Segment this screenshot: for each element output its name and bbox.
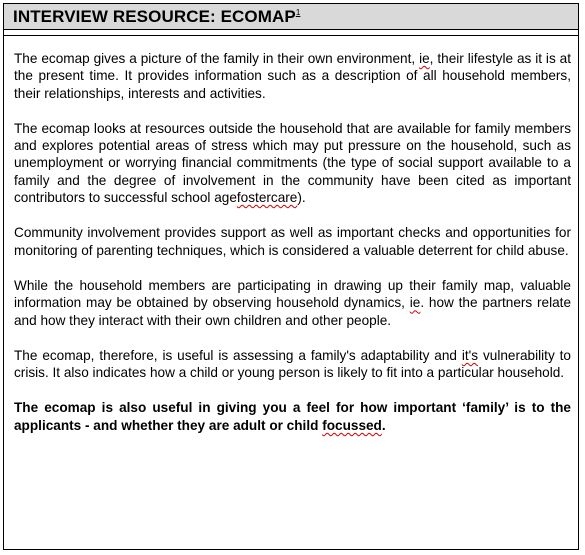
paragraph-adaptability <box>14 347 571 382</box>
text-run: The ecomap, therefore, is useful is assessing a family's adaptability and <box>14 347 462 363</box>
text-run: While the household members are participating in drawing up their family map, valuable information may be obtained by observing household dynamics, <box>14 277 571 311</box>
content-area <box>4 35 578 549</box>
spelling-flag: it's <box>461 347 479 363</box>
title-text: INTERVIEW RESOURCE: ECOMAP <box>13 7 296 26</box>
paragraph-dynamics <box>14 277 571 329</box>
text-run: The ecomap looks at resources outside the household that are available for family members and explores potential areas of stress which may put pressure on the household, such as unemployment or worrying financial commitments (the type of social support available to a family and the degree of involvement in the community have been cited as important contributors to successful school age <box>14 120 571 206</box>
paragraph-community: Community involvement provides support as well as important checks and opportunities for monitoring of parenting techniques, which is considered a valuable deterrent for child abuse. <box>14 225 571 258</box>
spelling-flag: ie <box>409 295 421 311</box>
header-bar <box>4 4 578 30</box>
text-run: , their lifestyle as it is at the present time. It provides information such as a description of all household members, their relationships, interests and activities. <box>14 51 571 101</box>
page-title <box>13 7 300 26</box>
paragraph-resources <box>14 120 571 206</box>
text-run: The ecomap gives a picture of the family in their own environment, <box>14 51 420 66</box>
text-run: . <box>381 417 386 433</box>
resource-box <box>3 3 579 550</box>
spelling-flag: ie <box>419 51 430 66</box>
spelling-flag: focussed <box>322 417 382 433</box>
spelling-flag: fostercare <box>236 190 298 206</box>
text-run: . how the partners relate and how they interact with their own children and other people. <box>14 295 572 328</box>
paragraph-intro <box>14 50 571 102</box>
text-run: vulnerability to crisis. It also indicates how a child or young person is likely to fit into a particular household. <box>14 347 571 381</box>
footnote-marker[interactable]: 1 <box>295 8 301 17</box>
paragraph-emphasis <box>14 399 571 434</box>
text-run: ). <box>297 190 306 206</box>
text-run: The ecomap is also useful in giving you a feel for how important ‘family’ is to the applicants - and whether they are adult or child <box>14 400 571 433</box>
